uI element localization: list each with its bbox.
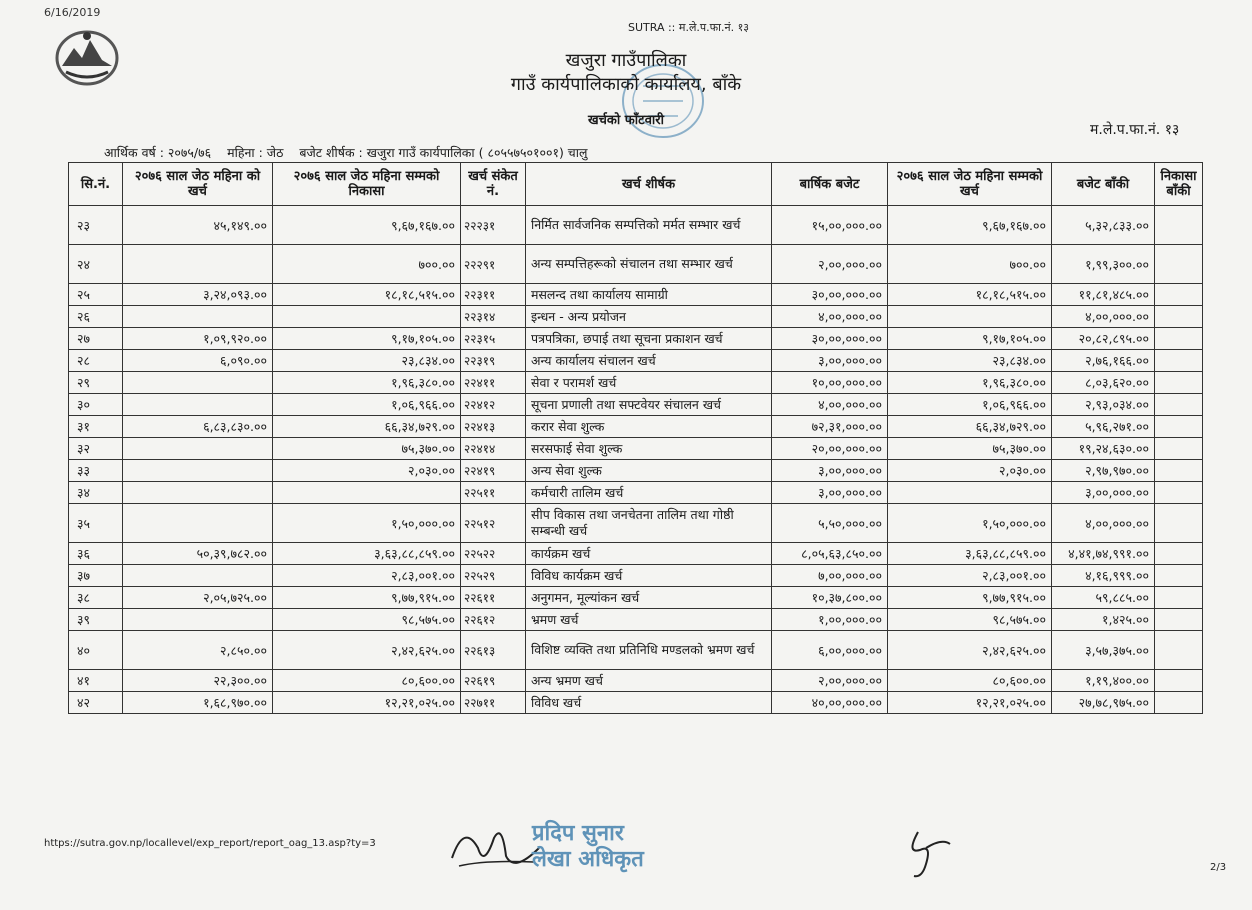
row-budget-remaining: ३,००,०००.०० bbox=[1052, 482, 1155, 504]
col-header-budget-remaining: बजेट बाँकी bbox=[1052, 163, 1155, 206]
row-month-expense bbox=[123, 482, 273, 504]
row-month-expense bbox=[123, 460, 273, 482]
row-sn: ३९ bbox=[69, 609, 123, 631]
row-code: २२५११ bbox=[461, 482, 526, 504]
row-release-remaining bbox=[1155, 543, 1203, 565]
row-release: २३,८३४.०० bbox=[273, 350, 461, 372]
row-month-expense: २२,३००.०० bbox=[123, 670, 273, 692]
row-code: २२३१९ bbox=[461, 350, 526, 372]
table-row bbox=[69, 306, 1203, 328]
row-release-remaining bbox=[1155, 587, 1203, 609]
row-release: २,०३०.०० bbox=[273, 460, 461, 482]
budget-head: बजेट शीर्षक : खजुरा गाउँ कार्यपालिका ( ८०५५७५०१००१) चालु bbox=[299, 145, 588, 160]
row-release-remaining bbox=[1155, 206, 1203, 245]
row-release: १,५०,०००.०० bbox=[273, 504, 461, 543]
row-release-remaining bbox=[1155, 328, 1203, 350]
row-release: १८,१८,५१५.०० bbox=[273, 284, 461, 306]
row-annual-budget: ३०,००,०००.०० bbox=[772, 328, 888, 350]
row-budget-remaining: १९,२४,६३०.०० bbox=[1052, 438, 1155, 460]
signer-post-stamp: लेखा अधिकृत bbox=[532, 847, 644, 872]
row-release bbox=[273, 482, 461, 504]
row-sn: ३२ bbox=[69, 438, 123, 460]
row-expense-head: मसलन्द तथा कार्यालय सामाग्री bbox=[526, 284, 772, 306]
row-month-expense bbox=[123, 565, 273, 587]
row-sn: २९ bbox=[69, 372, 123, 394]
row-sn: ३३ bbox=[69, 460, 123, 482]
row-month-expense bbox=[123, 394, 273, 416]
row-code: २२६१९ bbox=[461, 670, 526, 692]
row-release-remaining bbox=[1155, 416, 1203, 438]
row-annual-budget: १५,००,०००.०० bbox=[772, 206, 888, 245]
row-code: २२५१२ bbox=[461, 504, 526, 543]
table-header-row bbox=[69, 163, 1203, 206]
table-row bbox=[69, 372, 1203, 394]
row-release: ३,६३,८८,८५९.०० bbox=[273, 543, 461, 565]
row-expense-head: विविध खर्च bbox=[526, 692, 772, 714]
row-month-expense: २,८५०.०० bbox=[123, 631, 273, 670]
col-header-expense-head: खर्च शीर्षक bbox=[526, 163, 772, 206]
row-annual-budget: ३,००,०००.०० bbox=[772, 460, 888, 482]
row-sn: ३० bbox=[69, 394, 123, 416]
row-sn: ४२ bbox=[69, 692, 123, 714]
month: महिना : जेठ bbox=[227, 145, 284, 160]
row-release: १,९६,३८०.०० bbox=[273, 372, 461, 394]
row-sn: ४० bbox=[69, 631, 123, 670]
row-sn: ३६ bbox=[69, 543, 123, 565]
row-annual-budget: १०,००,०००.०० bbox=[772, 372, 888, 394]
row-code: २२७११ bbox=[461, 692, 526, 714]
row-budget-remaining: ११,८१,४८५.०० bbox=[1052, 284, 1155, 306]
row-code: २२४१९ bbox=[461, 460, 526, 482]
row-month-expense: ४५,१४९.०० bbox=[123, 206, 273, 245]
table-row bbox=[69, 565, 1203, 587]
row-code: २२४१४ bbox=[461, 438, 526, 460]
signature-accountant bbox=[444, 818, 544, 878]
table-row bbox=[69, 394, 1203, 416]
row-sn: २६ bbox=[69, 306, 123, 328]
row-annual-budget: ४०,००,०००.०० bbox=[772, 692, 888, 714]
table-row bbox=[69, 460, 1203, 482]
row-release-remaining bbox=[1155, 438, 1203, 460]
row-month-expense bbox=[123, 306, 273, 328]
row-month-expense: ६,८३,८३०.०० bbox=[123, 416, 273, 438]
signature-chief bbox=[898, 824, 958, 882]
row-total-expense: ९८,५७५.०० bbox=[888, 609, 1052, 631]
row-code: २२३१५ bbox=[461, 328, 526, 350]
row-annual-budget: १०,३७,८००.०० bbox=[772, 587, 888, 609]
row-release-remaining bbox=[1155, 670, 1203, 692]
row-release-remaining bbox=[1155, 306, 1203, 328]
row-release: ७००.०० bbox=[273, 245, 461, 284]
row-budget-remaining: ८,०३,६२०.०० bbox=[1052, 372, 1155, 394]
row-month-expense bbox=[123, 245, 273, 284]
row-code: २२४१३ bbox=[461, 416, 526, 438]
row-total-expense bbox=[888, 482, 1052, 504]
row-total-expense: ८०,६००.०० bbox=[888, 670, 1052, 692]
row-release-remaining bbox=[1155, 631, 1203, 670]
col-header-month-expense: २०७६ साल जेठ महिना को खर्च bbox=[123, 163, 273, 206]
row-total-expense: ६६,३४,७२९.०० bbox=[888, 416, 1052, 438]
row-expense-head: करार सेवा शुल्क bbox=[526, 416, 772, 438]
row-total-expense: १८,१८,५१५.०० bbox=[888, 284, 1052, 306]
row-expense-head: इन्धन - अन्य प्रयोजन bbox=[526, 306, 772, 328]
row-code: २२२३१ bbox=[461, 206, 526, 245]
row-month-expense bbox=[123, 504, 273, 543]
row-code: २२३११ bbox=[461, 284, 526, 306]
row-annual-budget: ४,००,०००.०० bbox=[772, 306, 888, 328]
table-row bbox=[69, 692, 1203, 714]
row-expense-head: अन्य कार्यालय संचालन खर्च bbox=[526, 350, 772, 372]
signer-name-stamp: प्रदिप सुनार bbox=[532, 821, 624, 846]
row-month-expense: ६,०९०.०० bbox=[123, 350, 273, 372]
row-total-expense: १,९६,३८०.०० bbox=[888, 372, 1052, 394]
row-annual-budget: ६,००,०००.०० bbox=[772, 631, 888, 670]
row-month-expense: ५०,३९,७८२.०० bbox=[123, 543, 273, 565]
row-annual-budget: ५,५०,०००.०० bbox=[772, 504, 888, 543]
row-budget-remaining: २,९३,०३४.०० bbox=[1052, 394, 1155, 416]
row-annual-budget: २,००,०००.०० bbox=[772, 670, 888, 692]
form-number: म.ले.प.फा.नं. १३ bbox=[1090, 122, 1180, 138]
row-release: ९,७७,९१५.०० bbox=[273, 587, 461, 609]
row-release-remaining bbox=[1155, 504, 1203, 543]
col-header-release: २०७६ साल जेठ महिना सम्मको निकासा bbox=[273, 163, 461, 206]
table-row bbox=[69, 350, 1203, 372]
row-annual-budget: १,००,०००.०० bbox=[772, 609, 888, 631]
col-header-annual-budget: बार्षिक बजेट bbox=[772, 163, 888, 206]
table-row bbox=[69, 670, 1203, 692]
row-sn: २८ bbox=[69, 350, 123, 372]
row-total-expense: १,०६,९६६.०० bbox=[888, 394, 1052, 416]
table-row bbox=[69, 438, 1203, 460]
row-expense-head: सेवा र परामर्श खर्च bbox=[526, 372, 772, 394]
row-expense-head: अन्य सेवा शुल्क bbox=[526, 460, 772, 482]
row-sn: ३४ bbox=[69, 482, 123, 504]
row-budget-remaining: ४,४१,७४,९९१.०० bbox=[1052, 543, 1155, 565]
row-total-expense: २,८३,००१.०० bbox=[888, 565, 1052, 587]
row-total-expense: २,०३०.०० bbox=[888, 460, 1052, 482]
row-budget-remaining: ५९,८८५.०० bbox=[1052, 587, 1155, 609]
row-budget-remaining: ५,९६,२७१.०० bbox=[1052, 416, 1155, 438]
row-release-remaining bbox=[1155, 350, 1203, 372]
row-sn: ३८ bbox=[69, 587, 123, 609]
row-code: २२५२२ bbox=[461, 543, 526, 565]
table-row bbox=[69, 609, 1203, 631]
row-release bbox=[273, 306, 461, 328]
row-expense-head: कार्यक्रम खर्च bbox=[526, 543, 772, 565]
row-month-expense bbox=[123, 609, 273, 631]
row-sn: २७ bbox=[69, 328, 123, 350]
row-budget-remaining: ३,५७,३७५.०० bbox=[1052, 631, 1155, 670]
row-month-expense bbox=[123, 372, 273, 394]
table-row bbox=[69, 482, 1203, 504]
table-row bbox=[69, 504, 1203, 543]
row-code: २२३१४ bbox=[461, 306, 526, 328]
row-expense-head: पत्रपत्रिका, छपाई तथा सूचना प्रकाशन खर्च bbox=[526, 328, 772, 350]
row-release: १२,२१,०२५.०० bbox=[273, 692, 461, 714]
row-budget-remaining: १,४२५.०० bbox=[1052, 609, 1155, 631]
row-code: २२६११ bbox=[461, 587, 526, 609]
row-expense-head: अनुगमन, मूल्यांकन खर्च bbox=[526, 587, 772, 609]
row-release-remaining bbox=[1155, 460, 1203, 482]
row-total-expense: ९,१७,१०५.०० bbox=[888, 328, 1052, 350]
row-release: ६६,३४,७२९.०० bbox=[273, 416, 461, 438]
row-annual-budget: ३,००,०००.०० bbox=[772, 350, 888, 372]
row-annual-budget: २०,००,०००.०० bbox=[772, 438, 888, 460]
row-total-expense: ९,७७,९१५.०० bbox=[888, 587, 1052, 609]
row-total-expense bbox=[888, 306, 1052, 328]
table-row bbox=[69, 245, 1203, 284]
fiscal-year: आर्थिक वर्ष : २०७५/७६ bbox=[104, 145, 212, 160]
row-expense-head: सूचना प्रणाली तथा सफ्टवेयर संचालन खर्च bbox=[526, 394, 772, 416]
row-sn: २४ bbox=[69, 245, 123, 284]
row-budget-remaining: ४,००,०००.०० bbox=[1052, 504, 1155, 543]
row-expense-head: सरसफाई सेवा शुल्क bbox=[526, 438, 772, 460]
row-total-expense: ९,६७,१६७.०० bbox=[888, 206, 1052, 245]
row-expense-head: विशिष्ट व्यक्ति तथा प्रतिनिधि मण्डलको भ्रमण खर्च bbox=[526, 631, 772, 670]
row-release-remaining bbox=[1155, 482, 1203, 504]
row-release: १,०६,९६६.०० bbox=[273, 394, 461, 416]
page-number: 2/3 bbox=[1210, 862, 1227, 873]
row-total-expense: ३,६३,८८,८५९.०० bbox=[888, 543, 1052, 565]
office-name: गाउँ कार्यपालिकाको कार्यालय, बाँके bbox=[510, 74, 742, 95]
row-expense-head: भ्रमण खर्च bbox=[526, 609, 772, 631]
row-budget-remaining: ४,००,०००.०० bbox=[1052, 306, 1155, 328]
row-expense-head: विविध कार्यक्रम खर्च bbox=[526, 565, 772, 587]
row-code: २२४११ bbox=[461, 372, 526, 394]
row-expense-head: निर्मित सार्वजनिक सम्पत्तिको मर्मत सम्भार खर्च bbox=[526, 206, 772, 245]
row-sn: २५ bbox=[69, 284, 123, 306]
row-expense-head: सीप विकास तथा जनचेतना तालिम तथा गोष्ठी सम्बन्धी खर्च bbox=[526, 504, 772, 543]
table-body bbox=[69, 206, 1203, 714]
row-release: ९,६७,१६७.०० bbox=[273, 206, 461, 245]
row-budget-remaining: २,९७,९७०.०० bbox=[1052, 460, 1155, 482]
row-code: २२६१२ bbox=[461, 609, 526, 631]
organization-name: खजुरा गाउँपालिका bbox=[565, 50, 687, 71]
row-annual-budget: २,००,०००.०० bbox=[772, 245, 888, 284]
row-release-remaining bbox=[1155, 245, 1203, 284]
table-row bbox=[69, 206, 1203, 245]
row-annual-budget: ८,०५,६३,८५०.०० bbox=[772, 543, 888, 565]
row-release-remaining bbox=[1155, 609, 1203, 631]
row-release: ९८,५७५.०० bbox=[273, 609, 461, 631]
row-code: २२६१३ bbox=[461, 631, 526, 670]
row-release: ८०,६००.०० bbox=[273, 670, 461, 692]
row-month-expense: ३,२४,०९३.०० bbox=[123, 284, 273, 306]
table-row bbox=[69, 543, 1203, 565]
row-release-remaining bbox=[1155, 565, 1203, 587]
row-expense-head: अन्य भ्रमण खर्च bbox=[526, 670, 772, 692]
row-budget-remaining: ५,३२,८३३.०० bbox=[1052, 206, 1155, 245]
row-code: २२५२९ bbox=[461, 565, 526, 587]
row-total-expense: २,४२,६२५.०० bbox=[888, 631, 1052, 670]
row-release-remaining bbox=[1155, 284, 1203, 306]
row-release: २,४२,६२५.०० bbox=[273, 631, 461, 670]
row-budget-remaining: २०,८२,८९५.०० bbox=[1052, 328, 1155, 350]
col-header-sn: सि.नं. bbox=[69, 163, 123, 206]
report-url: https://sutra.gov.np/locallevel/exp_report/report_oag_13.asp?ty=3 bbox=[44, 838, 376, 849]
row-annual-budget: ३,००,०००.०० bbox=[772, 482, 888, 504]
row-sn: ३५ bbox=[69, 504, 123, 543]
row-total-expense: ७५,३७०.०० bbox=[888, 438, 1052, 460]
row-sn: ३१ bbox=[69, 416, 123, 438]
row-code: २२२९१ bbox=[461, 245, 526, 284]
row-budget-remaining: ४,१६,९९९.०० bbox=[1052, 565, 1155, 587]
col-header-code: खर्च संकेत नं. bbox=[461, 163, 526, 206]
table-row bbox=[69, 328, 1203, 350]
row-sn: ४१ bbox=[69, 670, 123, 692]
row-month-expense: २,०५,७२५.०० bbox=[123, 587, 273, 609]
row-total-expense: १२,२१,०२५.०० bbox=[888, 692, 1052, 714]
row-sn: २३ bbox=[69, 206, 123, 245]
col-header-total-expense: २०७६ साल जेठ महिना सम्मको खर्च bbox=[888, 163, 1052, 206]
report-meta bbox=[104, 144, 599, 161]
system-form-label: SUTRA :: म.ले.प.फा.नं. १३ bbox=[628, 21, 750, 34]
row-budget-remaining: २,७६,१६६.०० bbox=[1052, 350, 1155, 372]
row-release: ९,१७,१०५.०० bbox=[273, 328, 461, 350]
row-sn: ३७ bbox=[69, 565, 123, 587]
table-row bbox=[69, 416, 1203, 438]
expenditure-table bbox=[68, 162, 1203, 714]
row-expense-head: कर्मचारी तालिम खर्च bbox=[526, 482, 772, 504]
row-annual-budget: ७२,३१,०००.०० bbox=[772, 416, 888, 438]
table-row bbox=[69, 587, 1203, 609]
row-release: ७५,३७०.०० bbox=[273, 438, 461, 460]
row-budget-remaining: १,१९,४००.०० bbox=[1052, 670, 1155, 692]
row-budget-remaining: १,९९,३००.०० bbox=[1052, 245, 1155, 284]
col-header-release-remaining: निकासा बाँकी bbox=[1155, 163, 1203, 206]
row-total-expense: १,५०,०००.०० bbox=[888, 504, 1052, 543]
report-title: खर्चको फाँटवारी bbox=[588, 113, 664, 128]
row-release-remaining bbox=[1155, 372, 1203, 394]
table-row bbox=[69, 284, 1203, 306]
table-row bbox=[69, 631, 1203, 670]
row-annual-budget: ४,००,०००.०० bbox=[772, 394, 888, 416]
row-release: २,८३,००१.०० bbox=[273, 565, 461, 587]
row-release-remaining bbox=[1155, 394, 1203, 416]
row-total-expense: ७००.०० bbox=[888, 245, 1052, 284]
row-month-expense bbox=[123, 438, 273, 460]
row-month-expense: १,०९,९२०.०० bbox=[123, 328, 273, 350]
row-month-expense: १,६८,९७०.०० bbox=[123, 692, 273, 714]
row-annual-budget: ३०,००,०००.०० bbox=[772, 284, 888, 306]
print-date: 6/16/2019 bbox=[44, 6, 101, 19]
row-annual-budget: ७,००,०००.०० bbox=[772, 565, 888, 587]
row-total-expense: २३,८३४.०० bbox=[888, 350, 1052, 372]
row-release-remaining bbox=[1155, 692, 1203, 714]
row-budget-remaining: २७,७८,९७५.०० bbox=[1052, 692, 1155, 714]
row-expense-head: अन्य सम्पत्तिहरूको संचालन तथा सम्भार खर्च bbox=[526, 245, 772, 284]
row-code: २२४१२ bbox=[461, 394, 526, 416]
